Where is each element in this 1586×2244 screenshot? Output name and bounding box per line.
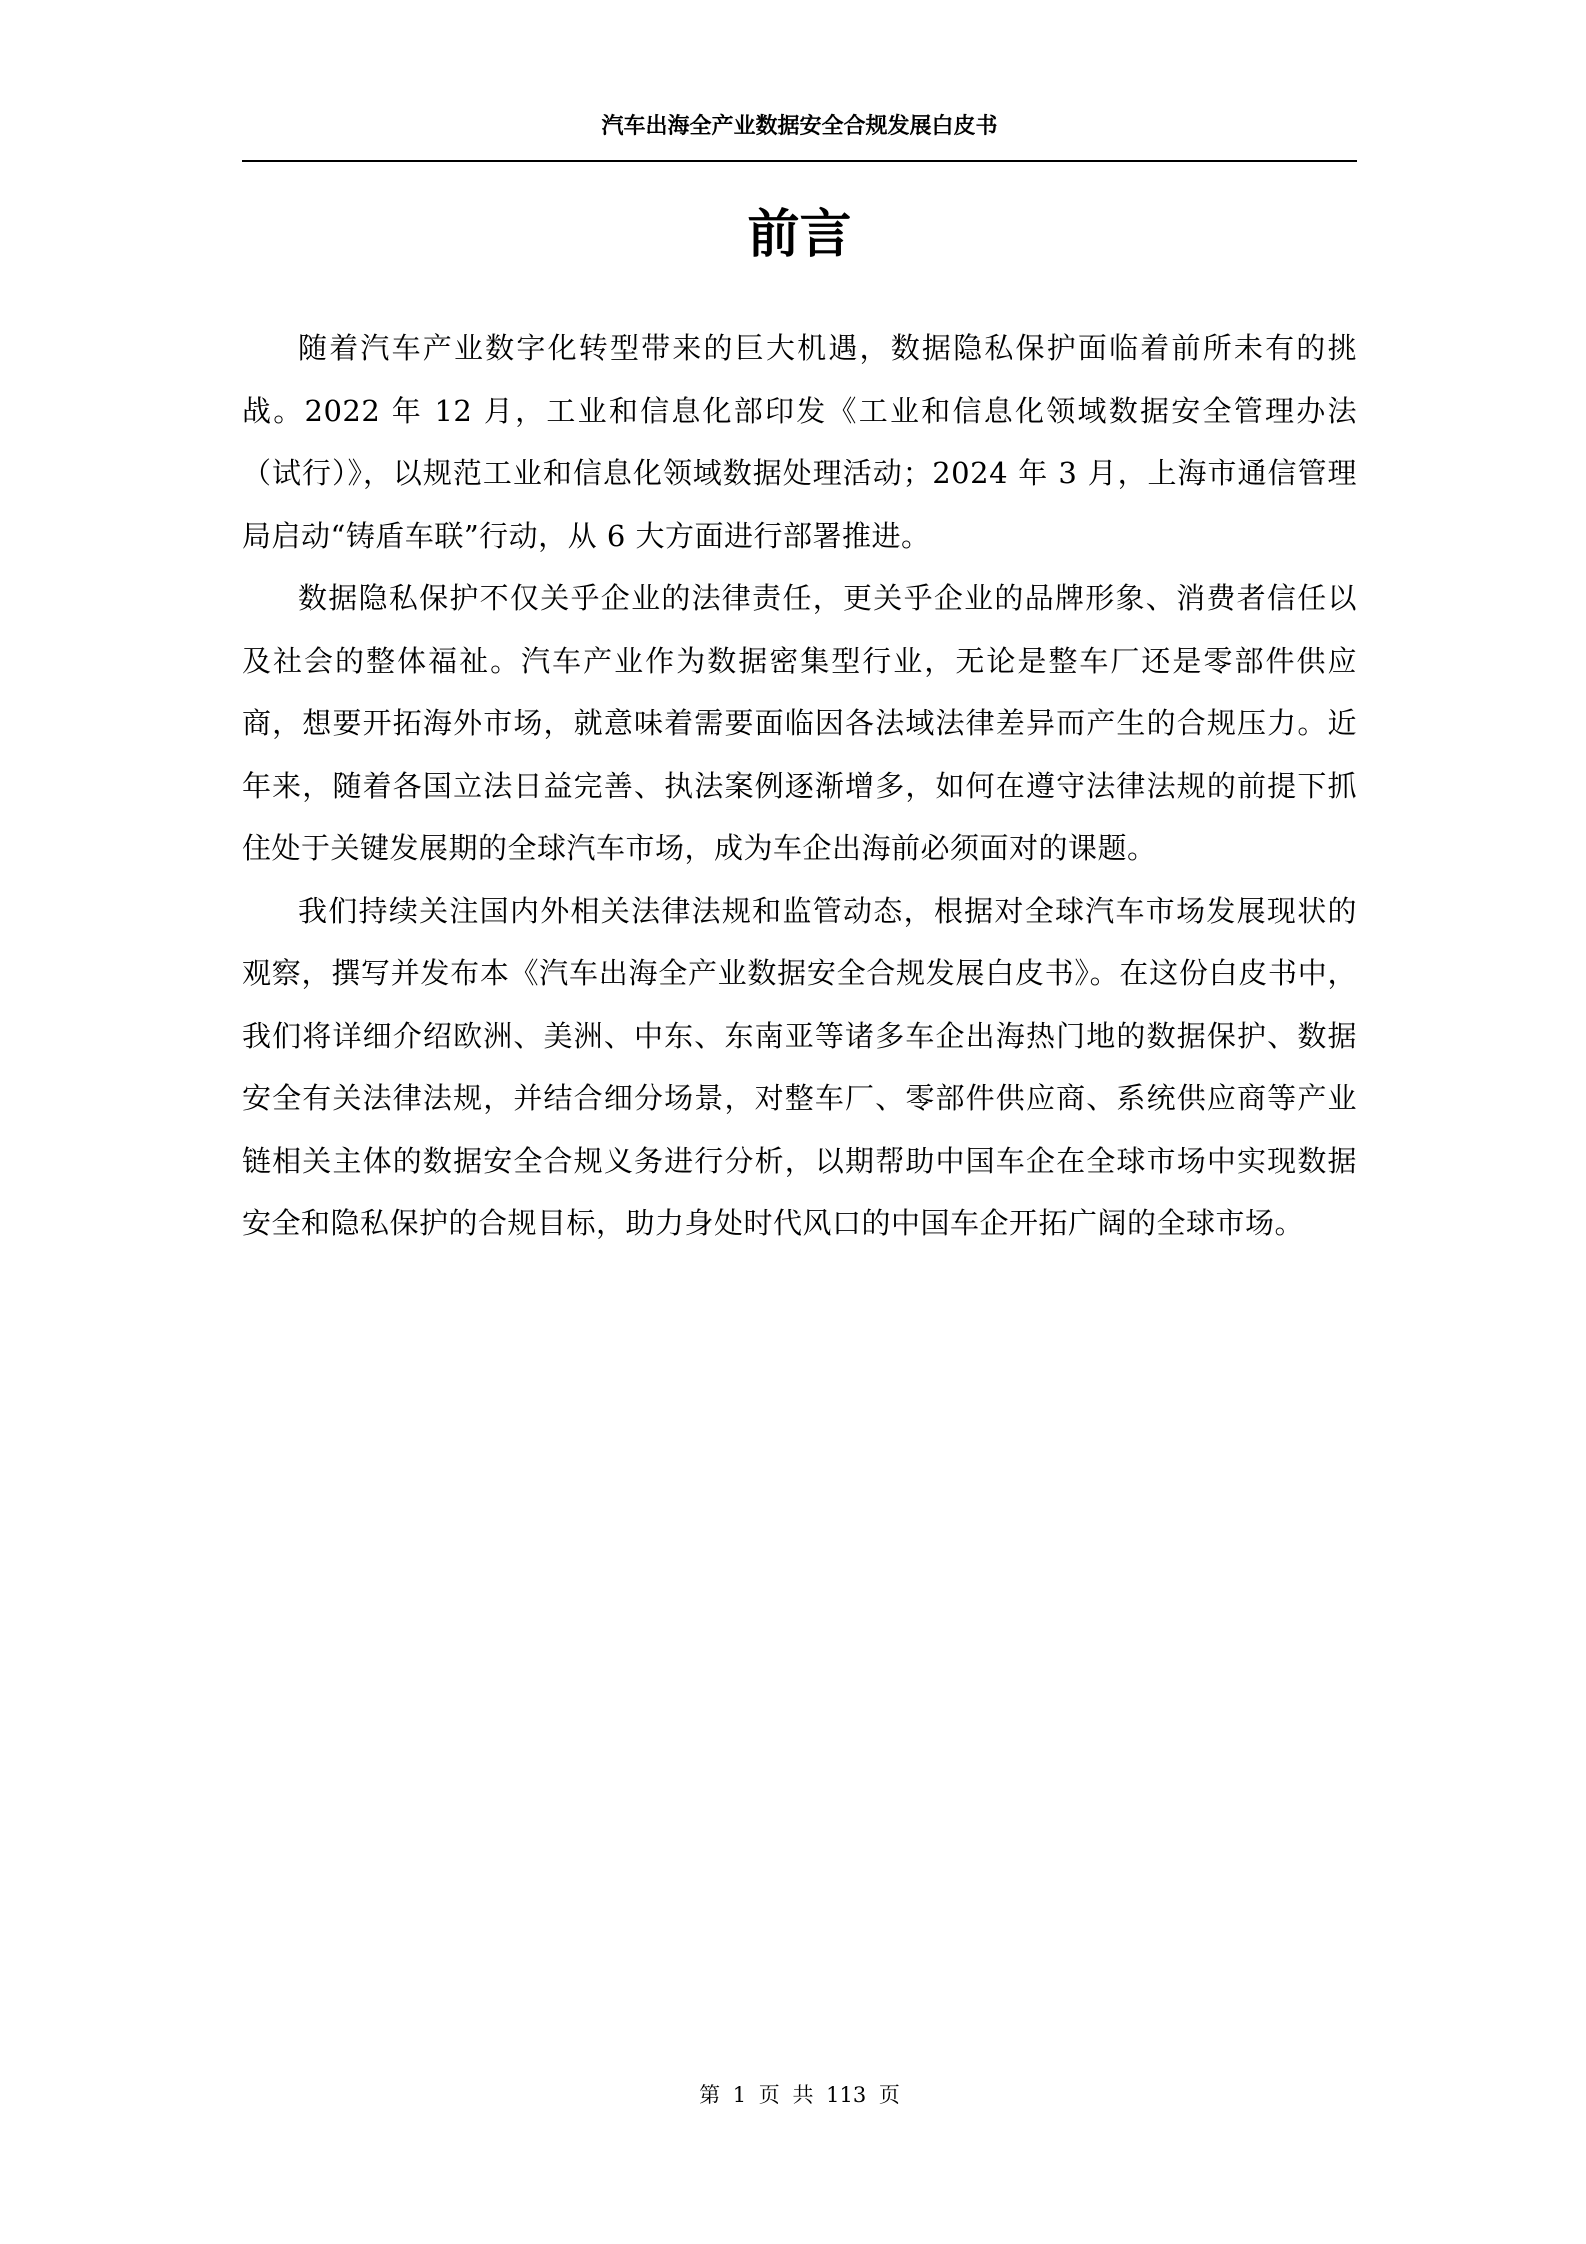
paragraph: 数据隐私保护不仅关乎企业的法律责任，更关乎企业的品牌形象、消费者信任以及社会的整体福祉。汽车产业作为数据密集型行业，无论是整车厂还是零部件供应商，想要开拓海外市场，就意味着需要面临因各法域法律差异而产生的合规压力。近年来，随着各国立法日益完善、执法案例逐渐增多，如何在遵守法律法规的前提下抓住处于关键发展期的全球汽车市场，成为车企出海前必须面对的课题。 bbox=[242, 581, 1357, 865]
paragraph: 随着汽车产业数字化转型带来的巨大机遇，数据隐私保护面临着前所未有的挑战。2022 年 12 月，工业和信息化部印发《工业和信息化领域数据安全管理办法（试行）》，以规范工业和信息化领域数据处理活动；2024 年 3 月，上海市通信管理局启动“铸盾车联”行动，从 6 大方面进行部署推进。 bbox=[242, 331, 1357, 553]
paragraph: 我们持续关注国内外相关法律法规和监管动态，根据对全球汽车市场发展现状的观察，撰写并发布本《汽车出海全产业数据安全合规发展白皮书》。在这份白皮书中，我们将详细介绍欧洲、美洲、中东、东南亚等诸多车企出海热门地的数据保护、数据安全有关法律法规，并结合细分场景，对整车厂、零部件供应商、系统供应商等产业链相关主体的数据安全合规义务进行分析，以期帮助中国车企在全球市场中实现数据安全和隐私保护的合规目标，助力身处时代风口的中国车企开拓广阔的全球市场。 bbox=[242, 893, 1357, 1240]
running-header: 汽车出海全产业数据安全合规发展白皮书 bbox=[601, 114, 998, 139]
section-title: 前言 bbox=[747, 205, 852, 265]
section-body bbox=[242, 317, 1357, 1255]
header-divider bbox=[242, 160, 1357, 162]
page-footer: 第 1 页 共 113 页 bbox=[699, 2083, 900, 2107]
